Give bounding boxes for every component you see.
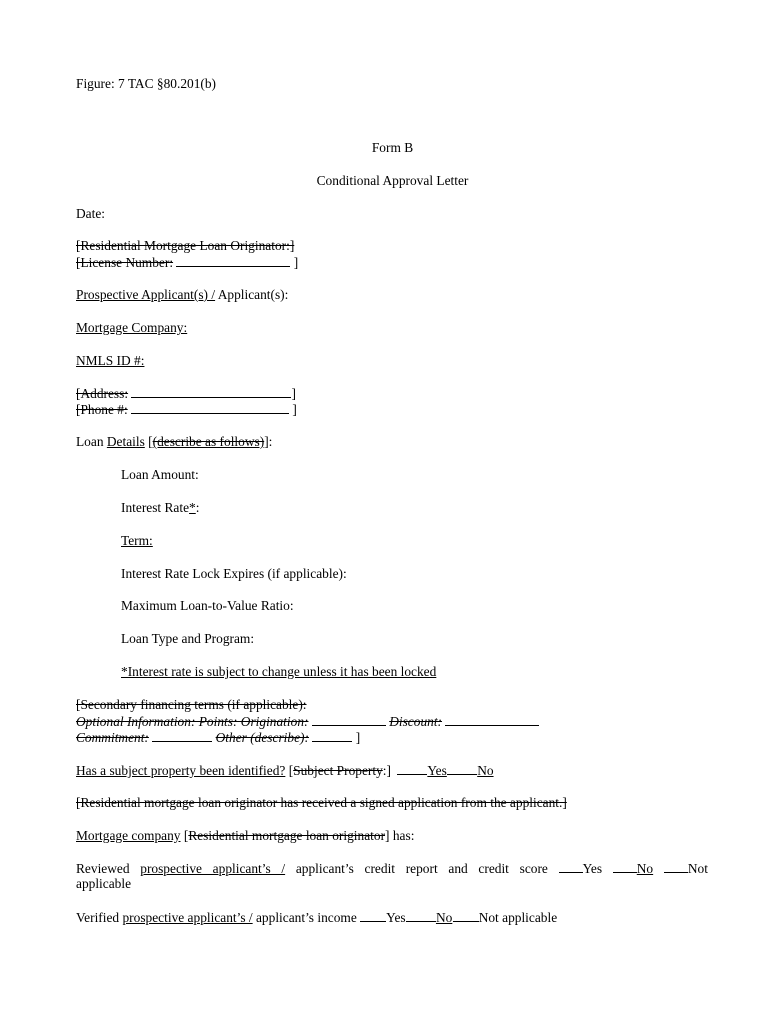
commitment-label: Commitment: xyxy=(76,730,149,745)
license-label: [License Number: xyxy=(76,255,174,270)
subject-property-close: :] xyxy=(382,763,391,778)
form-subtitle: Conditional Approval Letter xyxy=(316,173,469,188)
credit-rest: applicant’s credit report and credit score xyxy=(295,861,548,876)
credit-yes-blank[interactable] xyxy=(559,860,583,873)
credit-reviewed: Reviewed xyxy=(76,861,130,876)
form-title: Form B xyxy=(371,140,414,155)
mortgage-company-has-line xyxy=(76,828,414,845)
loan-details-describe: (describe as follows) xyxy=(152,434,265,449)
license-blank[interactable] xyxy=(176,254,290,267)
loan-details-prefix: Loan xyxy=(76,434,107,449)
address-line xyxy=(76,385,296,403)
rate-footnote-line xyxy=(121,664,436,681)
credit-no-label: No xyxy=(636,861,654,876)
phone-blank[interactable] xyxy=(131,401,289,414)
nmls-line xyxy=(76,353,144,370)
phone-label: [Phone #: xyxy=(76,402,128,417)
subject-property-question: Has a subject property been identified? xyxy=(76,763,286,778)
license-close: ] xyxy=(293,255,299,270)
income-no-blank[interactable] xyxy=(406,909,436,922)
secondary-close: ] xyxy=(355,730,361,745)
rate-lock-label: Interest Rate Lock Expires (if applicable): xyxy=(121,566,347,581)
property-yes-label: Yes xyxy=(427,763,447,778)
income-no-label: No xyxy=(435,910,453,925)
subject-property-open: [ xyxy=(285,763,294,778)
property-no-blank[interactable] xyxy=(447,762,477,775)
address-label: [Address: xyxy=(76,386,129,401)
secondary-line-1 xyxy=(76,697,307,714)
signed-application-text: [Residential mortgage loan originator has received a signed application from the applicant.] xyxy=(76,795,567,810)
nmls-label: NMLS ID #: xyxy=(76,353,145,368)
applicant-line xyxy=(76,287,288,304)
applicant-label: Applicant(s): xyxy=(215,287,289,302)
secondary-financing-label: [Secondary financing terms (if applicable): xyxy=(76,697,307,712)
credit-not-label: Not xyxy=(687,861,708,876)
loan-details-line xyxy=(76,434,272,451)
subject-property-label: Subject Property xyxy=(293,763,383,778)
credit-no-blank[interactable] xyxy=(613,860,637,873)
discount-label: Discount: xyxy=(389,714,443,729)
loan-details-open: [ xyxy=(144,434,153,449)
loan-details-word: Details xyxy=(106,434,145,449)
origination-blank[interactable] xyxy=(312,713,386,726)
rate-footnote: *Interest rate is subject to change unless it has been locked xyxy=(121,664,437,679)
income-prospective: prospective applicant’s / xyxy=(122,910,253,925)
interest-rate-line xyxy=(121,500,199,517)
other-describe-label: Other (describe): xyxy=(215,730,309,745)
credit-not-blank[interactable] xyxy=(664,860,688,873)
credit-line xyxy=(76,860,708,878)
loan-amount-label: Loan Amount: xyxy=(121,467,199,482)
optional-info-label: Optional Information: Points: Origination: xyxy=(76,714,309,729)
has-rmlo-label: Residential mortgage loan originator xyxy=(188,828,386,843)
rmlo-line xyxy=(76,238,294,255)
address-blank[interactable] xyxy=(131,385,291,398)
interest-rate-colon: : xyxy=(195,500,200,515)
applicant-label-prospective: Prospective Applicant(s) / xyxy=(76,287,216,302)
property-no-label: No xyxy=(477,763,494,778)
credit-prospective: prospective applicant’s / xyxy=(140,861,286,876)
has-open: [ xyxy=(180,828,189,843)
income-yes-label: Yes xyxy=(386,910,406,925)
address-close: ] xyxy=(291,386,296,401)
loan-type-label: Loan Type and Program: xyxy=(121,631,255,646)
income-rest: applicant’s income xyxy=(252,910,361,925)
ltv-label: Maximum Loan-to-Value Ratio: xyxy=(121,598,294,613)
commitment-blank[interactable] xyxy=(152,729,212,742)
credit-applicable-line: applicable xyxy=(76,876,132,891)
income-na-label: Not applicable xyxy=(478,910,558,925)
figure-reference: Figure: 7 TAC §80.201(b) xyxy=(76,76,217,91)
mortgage-company-line xyxy=(76,320,187,337)
term-label: Term: xyxy=(121,533,153,548)
has-close: ] has: xyxy=(385,828,415,843)
has-company-label: Mortgage company xyxy=(76,828,181,843)
income-line xyxy=(76,909,557,927)
loan-details-close: ]: xyxy=(264,434,273,449)
rmlo-label: [Residential Mortgage Loan Originator:] xyxy=(76,238,295,253)
interest-rate-label: Interest Rate xyxy=(121,500,190,515)
discount-blank[interactable] xyxy=(445,713,539,726)
date-label: Date: xyxy=(76,206,105,221)
phone-close: ] xyxy=(292,402,297,417)
property-yes-blank[interactable] xyxy=(397,762,427,775)
income-na-blank[interactable] xyxy=(453,909,479,922)
term-line xyxy=(121,533,153,550)
subject-property-line xyxy=(76,762,494,780)
income-yes-blank[interactable] xyxy=(360,909,386,922)
secondary-line-2 xyxy=(76,713,539,731)
other-blank[interactable] xyxy=(312,729,352,742)
mortgage-company-label: Mortgage Company: xyxy=(76,320,188,335)
secondary-line-3 xyxy=(76,729,360,747)
credit-yes-label: Yes xyxy=(582,861,603,876)
income-verified: Verified xyxy=(76,910,123,925)
phone-line xyxy=(76,401,297,419)
signed-application-line xyxy=(76,795,567,812)
license-line xyxy=(76,254,298,272)
interest-rate-star: * xyxy=(189,500,196,515)
